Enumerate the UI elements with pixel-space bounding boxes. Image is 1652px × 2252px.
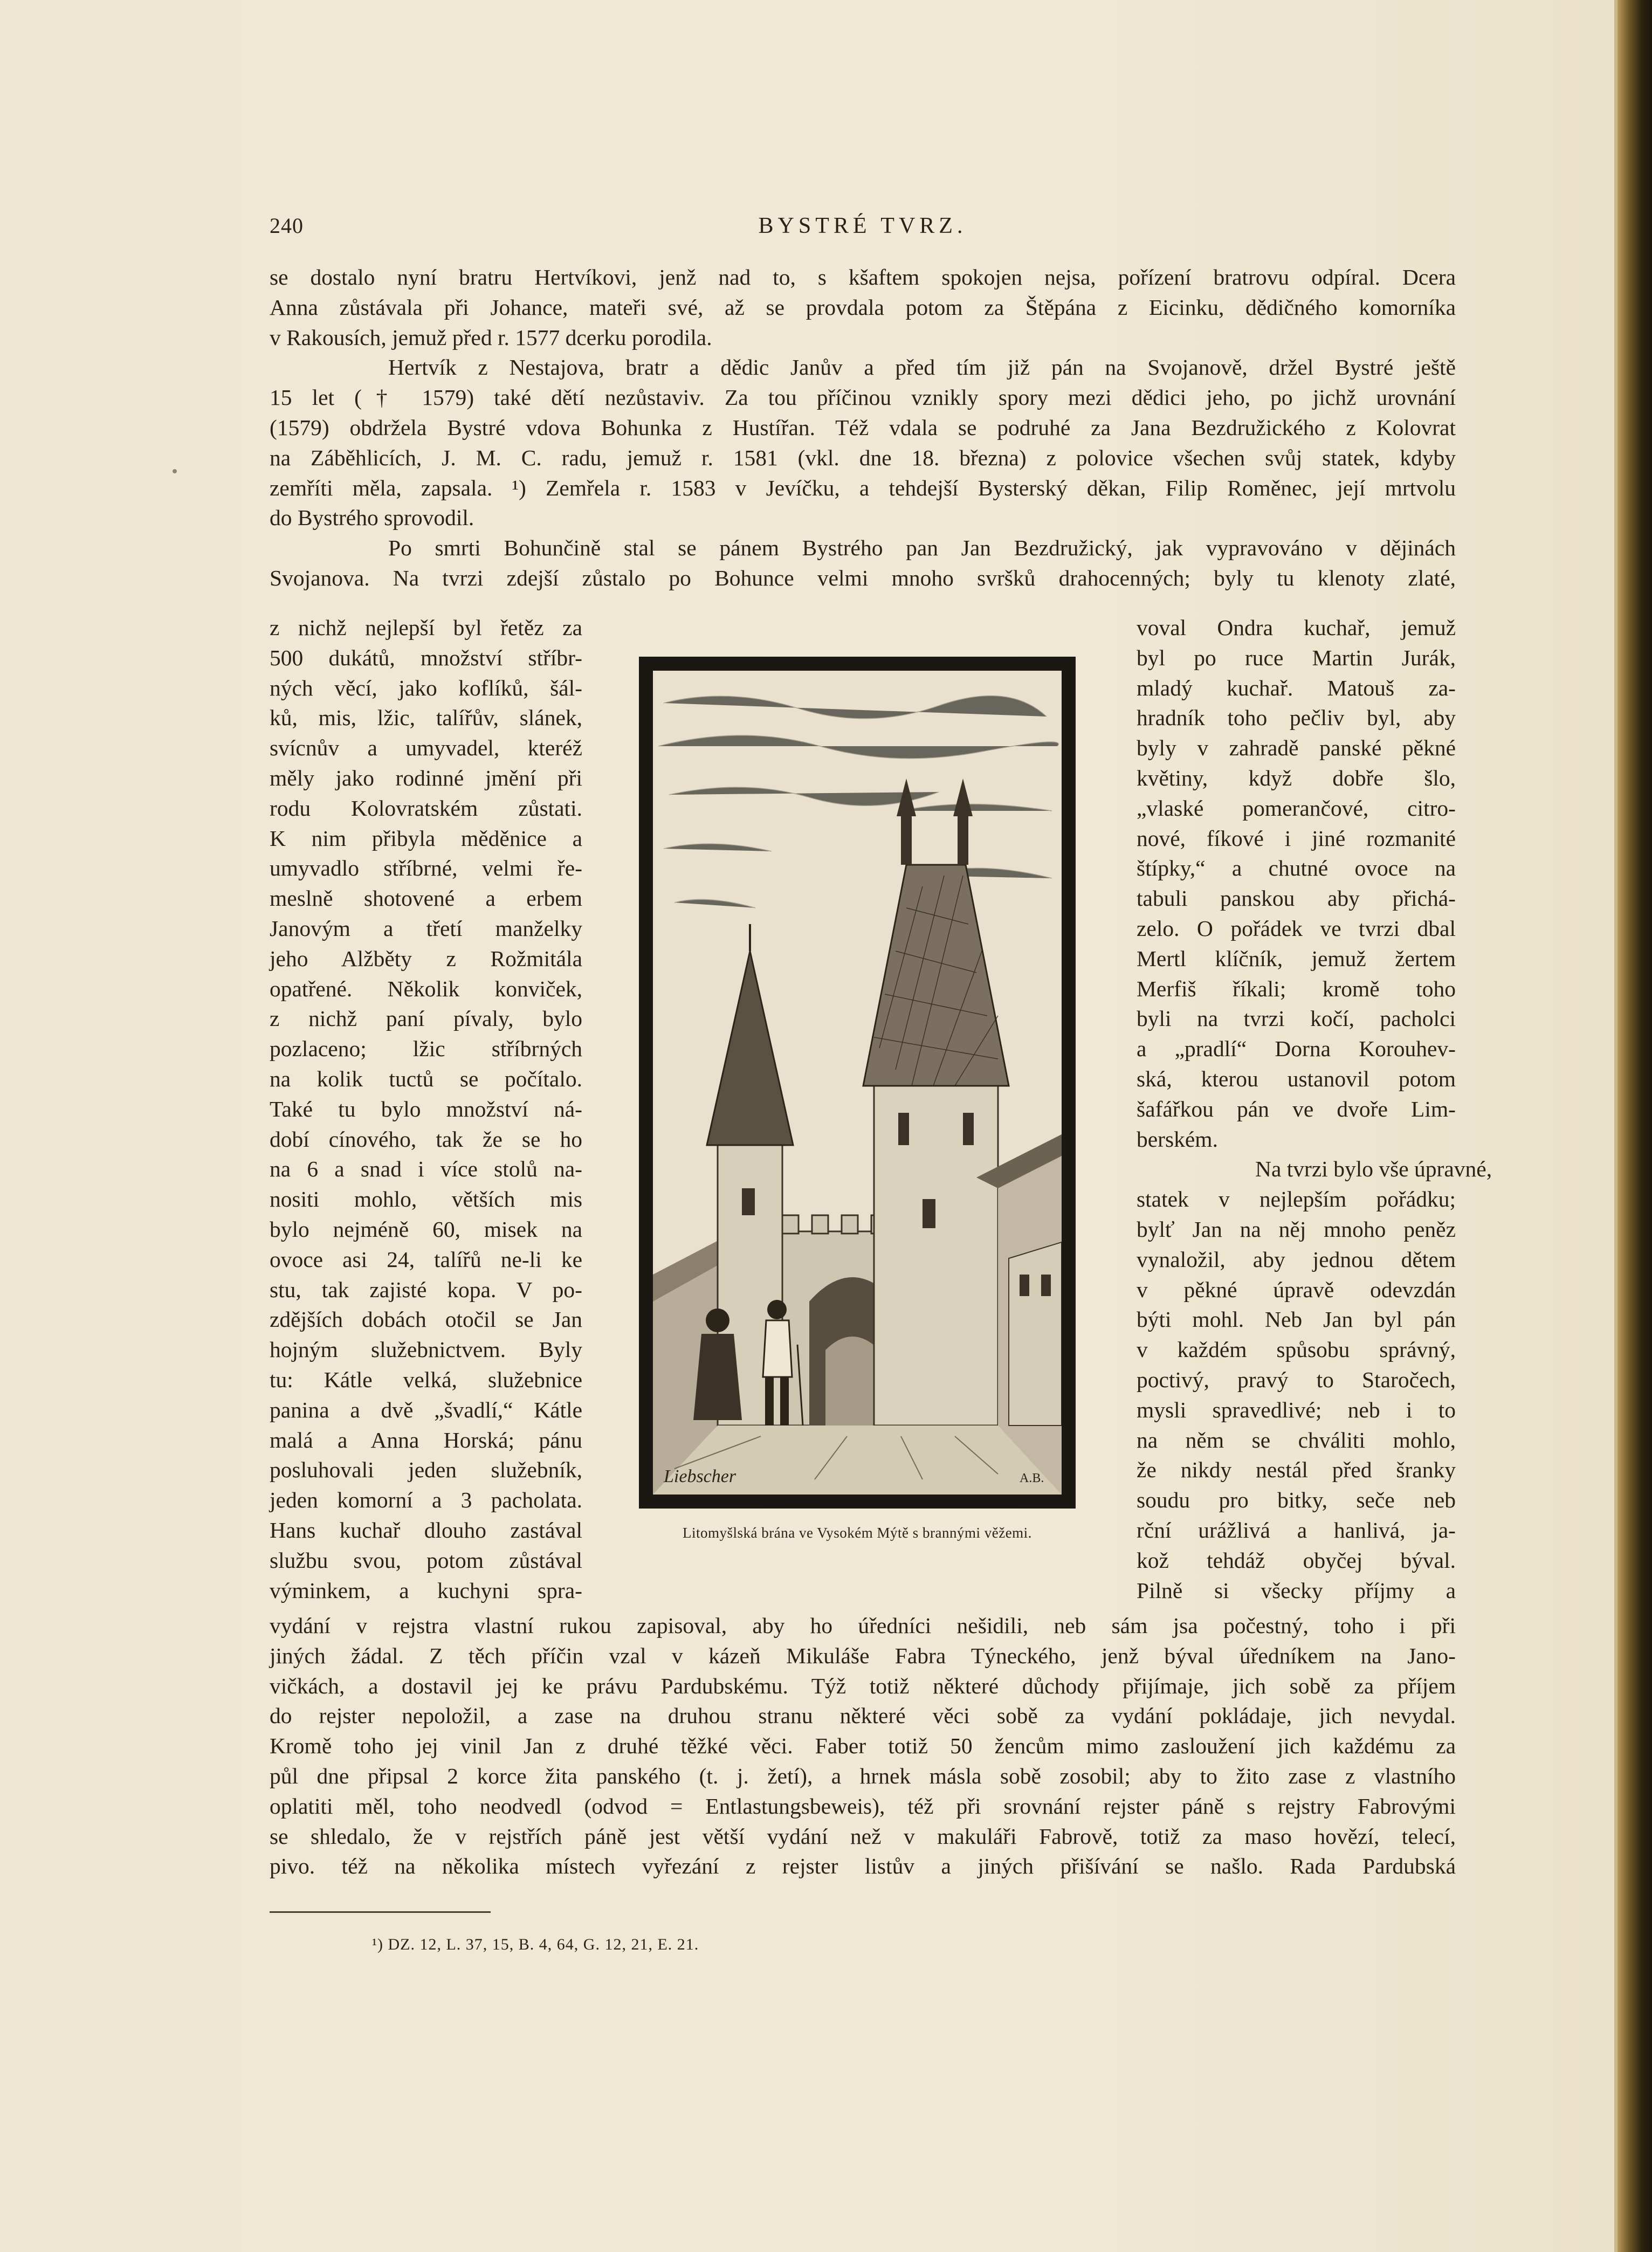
- text-line: zemříti měla, zapsala. ¹) Zemřela r. 1583 v Jevíčku, a tehdejší Bysterský děkan, Filip Roměnec, její mrtvolu: [270, 475, 1456, 500]
- text-line: na kolik tuctů se počítalo.: [270, 1066, 582, 1091]
- text-line: do rejster nepoložil, a zase na druhou stranu některé věci sobě za vydání pokládaje, jich nevydal.: [270, 1703, 1456, 1728]
- text-line: posluhovali jeden služebník,: [270, 1457, 582, 1483]
- text-line: dobí cínového, tak že se ho: [270, 1126, 582, 1152]
- page-number: 240: [270, 214, 304, 238]
- text-line: statek v nejlepším pořádku;: [1137, 1187, 1456, 1212]
- text-line: hradník toho pečliv byl, aby: [1137, 705, 1456, 731]
- book-spine: [1617, 0, 1652, 2252]
- text-line: Svojanova. Na tvrzi zdejší zůstalo po Bohunce velmi mnoho svršků drahocenných; byly tu klenoty zlaté,: [270, 565, 1456, 590]
- top-paragraphs: [270, 263, 1456, 594]
- text-line: 500 dukátů, množství stříbr-: [270, 645, 582, 670]
- text-line: 15 let († 1579) také dětí nezůstaviv. Za tou příčinou vznikly spory mezi dědici jeho, po jichž urovnání: [270, 385, 1456, 410]
- text-line: Anna zůstávala při Johance, mateři své, až se provdala potom za Štěpána z Eicinku, dědičného komorníka: [270, 294, 1456, 320]
- town-gate-illustration: [653, 671, 1062, 1495]
- text-line: stu, tak zajisté kopa. V po-: [270, 1277, 582, 1302]
- text-line: měly jako rodinné jmění při: [270, 765, 582, 790]
- text-line: byli na tvrzi kočí, pacholci: [1137, 1006, 1456, 1031]
- text-line: pozlaceno; lžic stříbrných: [270, 1036, 582, 1062]
- text-line: Hans kuchař dlouho zastával: [270, 1517, 582, 1542]
- text-line: půl dne připsal 2 korce žita panského (t. j. žetí), a hrnek másla sobě zosobil; aby to žito zase z vlastního: [270, 1763, 1456, 1788]
- text-line: a „pradlí“ Dorna Korouhev-: [1137, 1036, 1456, 1062]
- text-line: Hertvík z Nestajova, bratr a dědic Janův a před tím již pán na Svojanově, držel Bystré ještě: [388, 355, 1456, 380]
- text-line: Janovým a třetí manželky: [270, 915, 582, 941]
- text-line: kož tehdáž obyčej býval.: [1137, 1547, 1456, 1573]
- right-column: [1137, 613, 1492, 1606]
- text-line: nové, fíkové i jiné rozmanité: [1137, 825, 1456, 851]
- text-line: meslně shotovené a erbem: [270, 886, 582, 911]
- illustration-monogram: A.B.: [1020, 1471, 1044, 1485]
- figure-caption: Litomyšlská brána ve Vysokém Mýtě s brannými věžemi.: [683, 1525, 1032, 1541]
- text-line: výminkem, a kuchyni spra-: [270, 1578, 582, 1603]
- text-line: Po smrti Bohunčině stal se pánem Bystrého pan Jan Bezdružický, jak vypravováno v dějinách: [388, 535, 1456, 561]
- text-line: tu: Kátle velká, služebnice: [270, 1367, 582, 1392]
- text-line: na Záběhlicích, J. M. C. radu, jemuž r. 1581 (vkl. dne 18. března) z polovice všechen svůj statek, kdyby: [270, 445, 1456, 470]
- text-line: jeho Alžběty z Rožmitála: [270, 946, 582, 971]
- text-line: malá a Anna Horská; pánu: [270, 1427, 582, 1452]
- text-line: byl po ruce Martin Jurák,: [1137, 645, 1456, 670]
- text-line: v pěkné úpravě odevzdán: [1137, 1277, 1456, 1302]
- text-line: jiných žádal. Z těch příčin vzal v kázeň Mikuláše Fabra Týneckého, jenž býval úředníkem na Jano-: [270, 1643, 1456, 1668]
- text-line: Také tu bylo množství ná-: [270, 1096, 582, 1121]
- left-column: [270, 613, 582, 1606]
- text-line: šafářkou pán ve dvoře Lim-: [1137, 1096, 1456, 1121]
- text-line: službu svou, potom zůstával: [270, 1547, 582, 1573]
- text-line: bylť Jan na něj mnoho peněz: [1137, 1216, 1456, 1242]
- text-line: opatřené. Několik konviček,: [270, 976, 582, 1001]
- text-line: (1579) obdržela Bystré vdova Bohunka z Hustířan. Též vdala se podruhé za Jana Bezdružického z Kolovrat: [270, 415, 1456, 440]
- text-line: ovoce asi 24, talířů ne-li ke: [270, 1246, 582, 1272]
- text-line: z nichž nejlepší byl řetěz za: [270, 615, 582, 640]
- text-line: zdějších dobách otočil se Jan: [270, 1307, 582, 1332]
- text-line: ků, mis, lžic, talířův, slánek,: [270, 705, 582, 731]
- text-line: „vlaské pomerančové, citro-: [1137, 795, 1456, 821]
- text-line: ných věcí, jako koflíků, šál-: [270, 675, 582, 700]
- text-line: z nichž paní pívaly, bylo: [270, 1006, 582, 1031]
- text-line: soudu pro bitky, seče neb: [1137, 1487, 1456, 1513]
- text-line: do Bystrého sprovodil.: [270, 505, 474, 531]
- text-line: berském.: [1137, 1126, 1218, 1152]
- text-line: že nikdy nestál před šranky: [1137, 1457, 1456, 1483]
- text-line: umyvadlo stříbrné, velmi ře-: [270, 856, 582, 881]
- text-line: K nim přibyla měděnice a: [270, 825, 582, 851]
- text-line: mladý kuchař. Matouš za-: [1137, 675, 1456, 700]
- text-line: vynaložil, aby jednou dětem: [1137, 1246, 1456, 1272]
- text-line: byly v zahradě panské pěkné: [1137, 735, 1456, 761]
- text-line: býti mohl. Neb Jan byl pán: [1137, 1307, 1456, 1332]
- text-line: rodu Kolovratském zůstati.: [270, 795, 582, 821]
- text-line: jeden komorní a 3 pacholata.: [270, 1487, 582, 1513]
- text-line: poctivý, pravý to Staročech,: [1137, 1367, 1456, 1392]
- text-line: Kromě toho jej vinil Jan z druhé těžké věci. Faber totiž 50 žencům mimo zasloužení jich každému za: [270, 1733, 1456, 1759]
- text-line: vičkách, a dostavil jej ke právu Pardubskému. Týž totiž některé důchody přijímaje, jich sobě za příjem: [270, 1673, 1456, 1698]
- text-line: nositi mohlo, větších mis: [270, 1187, 582, 1212]
- text-line: květiny, když dobře šlo,: [1137, 765, 1456, 790]
- text-line: v Rakousích, jemuž před r. 1577 dcerku porodila.: [270, 325, 712, 350]
- text-line: Merfiš říkali; kromě toho: [1137, 976, 1456, 1001]
- text-line: zelo. O pořádek ve tvrzi dbal: [1137, 915, 1456, 941]
- footnote-rule: [270, 1911, 491, 1913]
- text-line: panina a dvě „švadlí,“ Kátle: [270, 1397, 582, 1422]
- text-line: voval Ondra kuchař, jemuž: [1137, 615, 1456, 640]
- text-line: v každém spůsobu správný,: [1137, 1337, 1456, 1362]
- text-line: svícnův a umyvadel, kteréž: [270, 735, 582, 761]
- text-line: mysli spravedlivé; neb i to: [1137, 1397, 1456, 1422]
- text-line: štípky,“ a chutné ovoce na: [1137, 856, 1456, 881]
- running-title: BYSTRÉ TVRZ.: [758, 214, 967, 238]
- text-line: na něm se chváliti mohlo,: [1137, 1427, 1456, 1452]
- text-line: pivo. též na několika místech vyřezání z rejster listův a jiných přišívání se našlo. Rada Pardubská: [270, 1854, 1456, 1879]
- text-line: tabuli panskou aby přichá-: [1137, 886, 1456, 911]
- text-line: se shledalo, že v rejstřích páně jest větší vydání než v makuláři Fabrově, totiž za maso hovězí, telecí,: [270, 1823, 1456, 1849]
- text-line: Mertl klíčník, jemuž žertem: [1137, 946, 1456, 971]
- text-line: hojným služebnictvem. Byly: [270, 1337, 582, 1362]
- margin-dot: [173, 469, 177, 473]
- text-line: Pilně si všecky příjmy a: [1137, 1578, 1456, 1603]
- text-line: vydání v rejstra vlastní rukou zapisoval, aby ho úředníci nešidili, neb sám jsa počestný, toho i při: [270, 1613, 1456, 1638]
- footnote: ¹) DZ. 12, L. 37, 15, B. 4, 64, G. 12, 21, E. 21.: [372, 1936, 699, 1953]
- illustration-signature: Liebscher: [664, 1466, 736, 1486]
- illustration-frame: [639, 657, 1076, 1509]
- text-line: ská, kterou ustanovil potom: [1137, 1066, 1456, 1091]
- page-header: [270, 213, 1456, 245]
- text-line: bylo nejméně 60, misek na: [270, 1216, 582, 1242]
- text-line: oplatiti měl, toho neodvedl (odvod = Entlastungsbeweis), též při srovnání rejster páně s rejstry Fabrovými: [270, 1793, 1456, 1819]
- text-line: na 6 a snad i více stolů na-: [270, 1156, 582, 1182]
- figure: [615, 657, 1100, 1552]
- text-line: se dostalo nyní bratru Hertvíkovi, jenž nad to, s kšaftem spokojen nejsa, pořízení bratrovu odpíral. Dcera: [270, 265, 1456, 290]
- text-line: rční urážlivá a hanlivá, ja-: [1137, 1517, 1456, 1542]
- bottom-paragraph: [270, 1611, 1456, 1882]
- text-line: Na tvrzi bylo vše úpravné,: [1255, 1156, 1492, 1182]
